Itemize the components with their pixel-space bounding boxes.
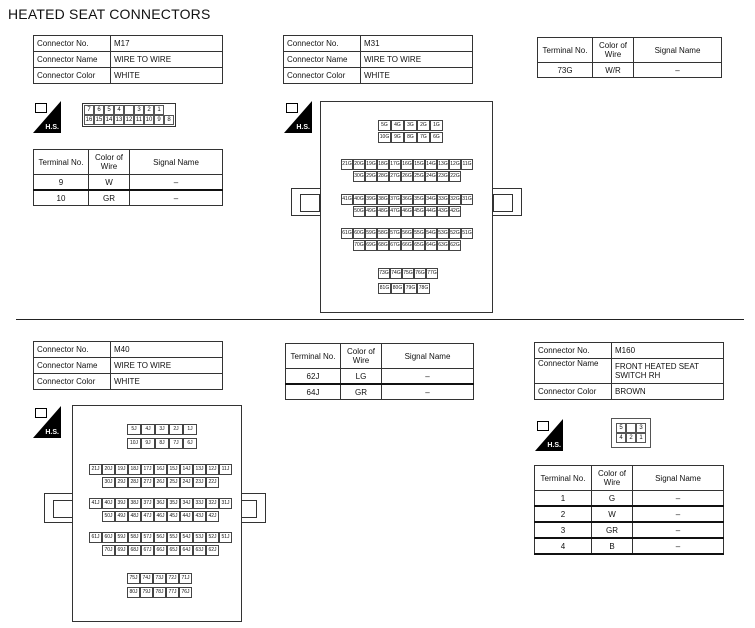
terminal-pin: 31G — [461, 194, 473, 205]
terminal-pin: 30J — [102, 477, 115, 488]
terminal-pin: 62J — [206, 545, 219, 556]
terminal-pin: 6 — [94, 105, 104, 115]
connector-color-label: Connector Color — [34, 374, 111, 390]
connector-name-label: Connector Name — [284, 52, 361, 68]
terminal-pin: 33G — [437, 194, 449, 205]
terminal-pin: 31J — [219, 498, 232, 509]
terminal-pin: 11J — [219, 464, 232, 475]
terminal-pin: 47J — [141, 511, 154, 522]
terminal-pin: 80J — [127, 587, 140, 598]
terminal-pin: 38G — [377, 194, 389, 205]
terminal-pin: 70G — [353, 240, 365, 251]
signal-name-header: Signal Name — [633, 466, 724, 491]
terminal-pin: 8J — [155, 438, 169, 449]
m31-connector-face — [320, 101, 493, 313]
terminal-pin: 32J — [206, 498, 219, 509]
terminal-pin: 14G — [425, 159, 437, 170]
terminal-pin: 36J — [154, 498, 167, 509]
terminal-pin: 74G — [390, 268, 402, 279]
terminal-pin: 57G — [389, 228, 401, 239]
terminal-pin: 51J — [219, 532, 232, 543]
terminal-pin: 2J — [169, 424, 183, 435]
terminal-pin: 48J — [128, 511, 141, 522]
terminal-pin: 20G — [353, 159, 365, 170]
terminal-pin: 68J — [128, 545, 141, 556]
terminal-pin: 28G — [377, 171, 389, 182]
m160-terminal-table — [534, 465, 724, 555]
terminal-pin: 41G — [341, 194, 353, 205]
terminal-pin: 13G — [437, 159, 449, 170]
wire-color-cell: LG — [341, 369, 382, 385]
terminal-pin: 23G — [437, 171, 449, 182]
terminal-pin: 68G — [377, 240, 389, 251]
color-of-wire-header: Color of Wire — [89, 150, 130, 175]
terminal-pin: 45J — [167, 511, 180, 522]
signal-name-cell: – — [130, 175, 223, 191]
terminal-pin: 73J — [153, 573, 166, 584]
terminal-pin: 1G — [430, 120, 443, 131]
terminal-pin: 15J — [167, 464, 180, 475]
terminal-pin: 35G — [413, 194, 425, 205]
terminal-pin: 17G — [389, 159, 401, 170]
terminal-pin: 8G — [404, 132, 417, 143]
terminal-pin: 49J — [115, 511, 128, 522]
m40-color: WHITE — [111, 374, 223, 390]
terminal-pin: 46J — [154, 511, 167, 522]
terminal-pin: 78G — [417, 283, 430, 294]
terminal-no-header: Terminal No. — [34, 150, 89, 175]
terminal-pin — [626, 423, 636, 433]
signal-name-cell: – — [382, 369, 474, 385]
page-title: HEATED SEAT CONNECTORS — [8, 6, 211, 22]
hs-icon: H.S. — [33, 406, 61, 438]
terminal-pin: 33J — [193, 498, 206, 509]
terminal-pin: 59G — [365, 228, 377, 239]
terminal-pin: 65J — [167, 545, 180, 556]
m31-no: M31 — [361, 36, 473, 52]
terminal-pin: 42G — [449, 206, 461, 217]
connector-color-label: Connector Color — [284, 68, 361, 84]
terminal-pin: 54J — [180, 532, 193, 543]
terminal-pin: 14J — [180, 464, 193, 475]
terminal-pin: 19J — [115, 464, 128, 475]
terminal-pin: 74J — [140, 573, 153, 584]
terminal-pin: 16 — [85, 117, 93, 123]
terminal-pin: 21J — [89, 464, 102, 475]
terminal-pin: 79G — [404, 283, 417, 294]
terminal-pin: 58J — [128, 532, 141, 543]
terminal-pin: 26G — [401, 171, 413, 182]
terminal-no-cell: 2 — [535, 506, 592, 522]
terminal-pin: 64J — [180, 545, 193, 556]
wire-color-cell: W/R — [593, 63, 634, 78]
terminal-pin: 16G — [401, 159, 413, 170]
terminal-no-cell: 10 — [34, 190, 89, 206]
terminal-pin: 10 — [145, 117, 153, 123]
terminal-pin: 60J — [102, 532, 115, 543]
terminal-no-header: Terminal No. — [538, 38, 593, 63]
terminal-pin: 40G — [353, 194, 365, 205]
color-of-wire-header: Color of Wire — [592, 466, 633, 491]
terminal-pin: 10J — [127, 438, 141, 449]
terminal-pin: 3G — [404, 120, 417, 131]
terminal-pin: 29J — [115, 477, 128, 488]
signal-name-header: Signal Name — [382, 344, 474, 369]
terminal-pin: 37J — [141, 498, 154, 509]
m160-color: BROWN — [612, 384, 724, 400]
terminal-pin: 15G — [413, 159, 425, 170]
terminal-pin: 76G — [414, 268, 426, 279]
terminal-pin: 3 — [636, 423, 646, 433]
terminal-pin: 13 — [115, 117, 123, 123]
terminal-pin: 76J — [179, 587, 192, 598]
terminal-no-cell: 9 — [34, 175, 89, 191]
terminal-no-cell: 4 — [535, 538, 592, 554]
terminal-pin: 11 — [135, 117, 143, 123]
color-of-wire-header: Color of Wire — [593, 38, 634, 63]
terminal-pin: 2G — [417, 120, 430, 131]
terminal-pin: 81G — [378, 283, 391, 294]
terminal-pin: 72J — [166, 573, 179, 584]
wire-color-cell: GR — [592, 522, 633, 538]
signal-name-cell: – — [130, 190, 223, 206]
terminal-pin: 58G — [377, 228, 389, 239]
terminal-pin: 52J — [206, 532, 219, 543]
terminal-pin: 56G — [401, 228, 413, 239]
terminal-pin: 69G — [365, 240, 377, 251]
terminal-pin: 75J — [127, 573, 140, 584]
terminal-pin: 51G — [461, 228, 473, 239]
terminal-pin: 67J — [141, 545, 154, 556]
m17-name: WIRE TO WIRE — [111, 52, 223, 68]
terminal-pin: 9J — [141, 438, 155, 449]
terminal-pin: 1J — [183, 424, 197, 435]
terminal-pin: 46G — [401, 206, 413, 217]
terminal-pin: 5 — [104, 105, 114, 115]
terminal-pin: 2 — [144, 105, 154, 115]
terminal-pin: 65G — [413, 240, 425, 251]
terminal-pin: 40J — [102, 498, 115, 509]
terminal-pin: 3 — [134, 105, 144, 115]
m40-no: M40 — [111, 342, 223, 358]
terminal-pin: 70J — [102, 545, 115, 556]
wire-color-cell: G — [592, 491, 633, 507]
terminal-pin: 36G — [401, 194, 413, 205]
m40-terminal-table — [285, 343, 474, 400]
connector-color-label: Connector Color — [535, 384, 612, 400]
terminal-pin: 44G — [425, 206, 437, 217]
terminal-pin: 48G — [377, 206, 389, 217]
m31-info-table — [283, 35, 473, 84]
terminal-pin: 34G — [425, 194, 437, 205]
terminal-pin: 17J — [141, 464, 154, 475]
signal-name-cell: – — [633, 491, 724, 507]
terminal-pin: 29G — [365, 171, 377, 182]
terminal-pin: 1 — [636, 433, 646, 443]
terminal-pin: 8 — [164, 115, 174, 125]
terminal-pin: 39G — [365, 194, 377, 205]
terminal-pin: 25J — [167, 477, 180, 488]
wire-color-cell: W — [592, 506, 633, 522]
terminal-pin: 7J — [169, 438, 183, 449]
terminal-pin: 23J — [193, 477, 206, 488]
m31-terminal-table — [537, 37, 722, 78]
terminal-pin: 59J — [115, 532, 128, 543]
m160-connector-face — [611, 418, 651, 448]
terminal-pin: 15 — [95, 117, 103, 123]
terminal-pin: 12J — [206, 464, 219, 475]
m17-no: M17 — [111, 36, 223, 52]
terminal-pin: 5 — [616, 423, 626, 433]
terminal-pin: 6G — [430, 132, 443, 143]
terminal-pin: 45G — [413, 206, 425, 217]
terminal-pin: 49G — [365, 206, 377, 217]
m17-color: WHITE — [111, 68, 223, 84]
terminal-pin: 41J — [89, 498, 102, 509]
terminal-no-header: Terminal No. — [535, 466, 592, 491]
terminal-pin: 4 — [616, 433, 626, 443]
terminal-pin: 69J — [115, 545, 128, 556]
terminal-pin: 55G — [413, 228, 425, 239]
terminal-pin: 73G — [378, 268, 390, 279]
terminal-pin: 18J — [128, 464, 141, 475]
m31-name: WIRE TO WIRE — [361, 52, 473, 68]
signal-name-header: Signal Name — [130, 150, 223, 175]
terminal-pin: 43G — [437, 206, 449, 217]
terminal-pin: 79J — [140, 587, 153, 598]
terminal-pin: 4G — [391, 120, 404, 131]
terminal-pin: 4J — [141, 424, 155, 435]
terminal-pin: 37G — [389, 194, 401, 205]
terminal-pin: 3J — [155, 424, 169, 435]
terminal-pin: 16J — [154, 464, 167, 475]
terminal-pin: 80G — [391, 283, 404, 294]
terminal-pin: 9G — [391, 132, 404, 143]
signal-name-header: Signal Name — [634, 38, 722, 63]
m160-no: M160 — [612, 343, 724, 359]
wire-color-cell: GR — [341, 384, 382, 400]
terminal-pin: 61J — [89, 532, 102, 543]
terminal-pin: 64G — [425, 240, 437, 251]
terminal-pin: 63J — [193, 545, 206, 556]
terminal-pin: 7 — [84, 105, 94, 115]
terminal-pin: 2 — [626, 433, 636, 443]
terminal-pin: 11G — [461, 159, 473, 170]
terminal-pin: 75G — [402, 268, 414, 279]
terminal-pin: 1 — [154, 105, 164, 115]
terminal-pin: 34J — [180, 498, 193, 509]
terminal-pin: 5G — [378, 120, 391, 131]
terminal-pin: 12 — [125, 117, 133, 123]
terminal-pin: 50J — [102, 511, 115, 522]
terminal-pin: 39J — [115, 498, 128, 509]
wire-color-cell: B — [592, 538, 633, 554]
m160-info-table — [534, 342, 724, 400]
terminal-pin: 5J — [127, 424, 141, 435]
terminal-pin: 12G — [449, 159, 461, 170]
terminal-pin: 22G — [449, 171, 461, 182]
terminal-pin: 21G — [341, 159, 353, 170]
connector-no-label: Connector No. — [34, 342, 111, 358]
terminal-no-cell: 1 — [535, 491, 592, 507]
terminal-pin: 56J — [154, 532, 167, 543]
terminal-pin: 19G — [365, 159, 377, 170]
terminal-pin: 9 — [154, 115, 164, 125]
connector-name-label: Connector Name — [34, 52, 111, 68]
terminal-pin: 22J — [206, 477, 219, 488]
m31-color: WHITE — [361, 68, 473, 84]
hs-icon: H.S. — [33, 101, 61, 133]
connector-name-label: Connector Name — [535, 359, 612, 384]
wire-color-cell: GR — [89, 190, 130, 206]
terminal-no-header: Terminal No. — [286, 344, 341, 369]
terminal-pin: 7G — [417, 132, 430, 143]
terminal-pin: 27J — [141, 477, 154, 488]
connector-color-label: Connector Color — [34, 68, 111, 84]
terminal-pin: 32G — [449, 194, 461, 205]
terminal-pin: 60G — [353, 228, 365, 239]
terminal-pin: 55J — [167, 532, 180, 543]
terminal-pin: 20J — [102, 464, 115, 475]
signal-name-cell: – — [633, 522, 724, 538]
signal-name-cell: – — [382, 384, 474, 400]
m40-name: WIRE TO WIRE — [111, 358, 223, 374]
connector-no-label: Connector No. — [284, 36, 361, 52]
terminal-pin: 24G — [425, 171, 437, 182]
terminal-pin: 42J — [206, 511, 219, 522]
terminal-pin: 54G — [425, 228, 437, 239]
terminal-pin: 52G — [449, 228, 461, 239]
terminal-pin: 47G — [389, 206, 401, 217]
terminal-pin: 71J — [179, 573, 192, 584]
terminal-pin: 67G — [389, 240, 401, 251]
signal-name-cell: – — [633, 506, 724, 522]
terminal-pin: 44J — [180, 511, 193, 522]
signal-name-cell: – — [634, 63, 722, 78]
terminal-pin: 14 — [105, 117, 113, 123]
terminal-pin: 35J — [167, 498, 180, 509]
connector-no-label: Connector No. — [535, 343, 612, 359]
m17-info-table — [33, 35, 223, 84]
hs-icon: H.S. — [284, 101, 312, 133]
terminal-pin: 78J — [153, 587, 166, 598]
m17-terminal-table — [33, 149, 223, 206]
terminal-pin: 77G — [426, 268, 438, 279]
terminal-pin: 53G — [437, 228, 449, 239]
terminal-pin: 53J — [193, 532, 206, 543]
terminal-pin: 63G — [437, 240, 449, 251]
terminal-pin: 30G — [353, 171, 365, 182]
wire-color-cell: W — [89, 175, 130, 191]
terminal-pin: 27G — [389, 171, 401, 182]
terminal-no-cell: 3 — [535, 522, 592, 538]
terminal-pin — [124, 105, 134, 115]
terminal-pin: 26J — [154, 477, 167, 488]
terminal-no-cell: 64J — [286, 384, 341, 400]
terminal-pin: 10G — [378, 132, 391, 143]
connector-name-label: Connector Name — [34, 358, 111, 374]
m17-connector-face — [82, 103, 176, 127]
terminal-pin: 50G — [353, 206, 365, 217]
terminal-pin: 62G — [449, 240, 461, 251]
terminal-pin: 43J — [193, 511, 206, 522]
m40-connector-face — [72, 405, 242, 622]
terminal-pin: 25G — [413, 171, 425, 182]
terminal-pin: 77J — [166, 587, 179, 598]
terminal-no-cell: 73G — [538, 63, 593, 78]
terminal-pin: 61G — [341, 228, 353, 239]
terminal-pin: 57J — [141, 532, 154, 543]
terminal-pin: 28J — [128, 477, 141, 488]
terminal-pin: 13J — [193, 464, 206, 475]
signal-name-cell: – — [633, 538, 724, 554]
m160-name: FRONT HEATED SEAT SWITCH RH — [612, 359, 724, 384]
terminal-pin: 66G — [401, 240, 413, 251]
color-of-wire-header: Color of Wire — [341, 344, 382, 369]
terminal-pin: 6J — [183, 438, 197, 449]
m40-info-table — [33, 341, 223, 390]
terminal-pin: 4 — [114, 105, 124, 115]
terminal-no-cell: 62J — [286, 369, 341, 385]
terminal-pin: 66J — [154, 545, 167, 556]
terminal-pin: 18G — [377, 159, 389, 170]
hs-icon: H.S. — [535, 419, 563, 451]
terminal-pin: 38J — [128, 498, 141, 509]
connector-no-label: Connector No. — [34, 36, 111, 52]
section-divider — [16, 319, 744, 320]
terminal-pin: 24J — [180, 477, 193, 488]
